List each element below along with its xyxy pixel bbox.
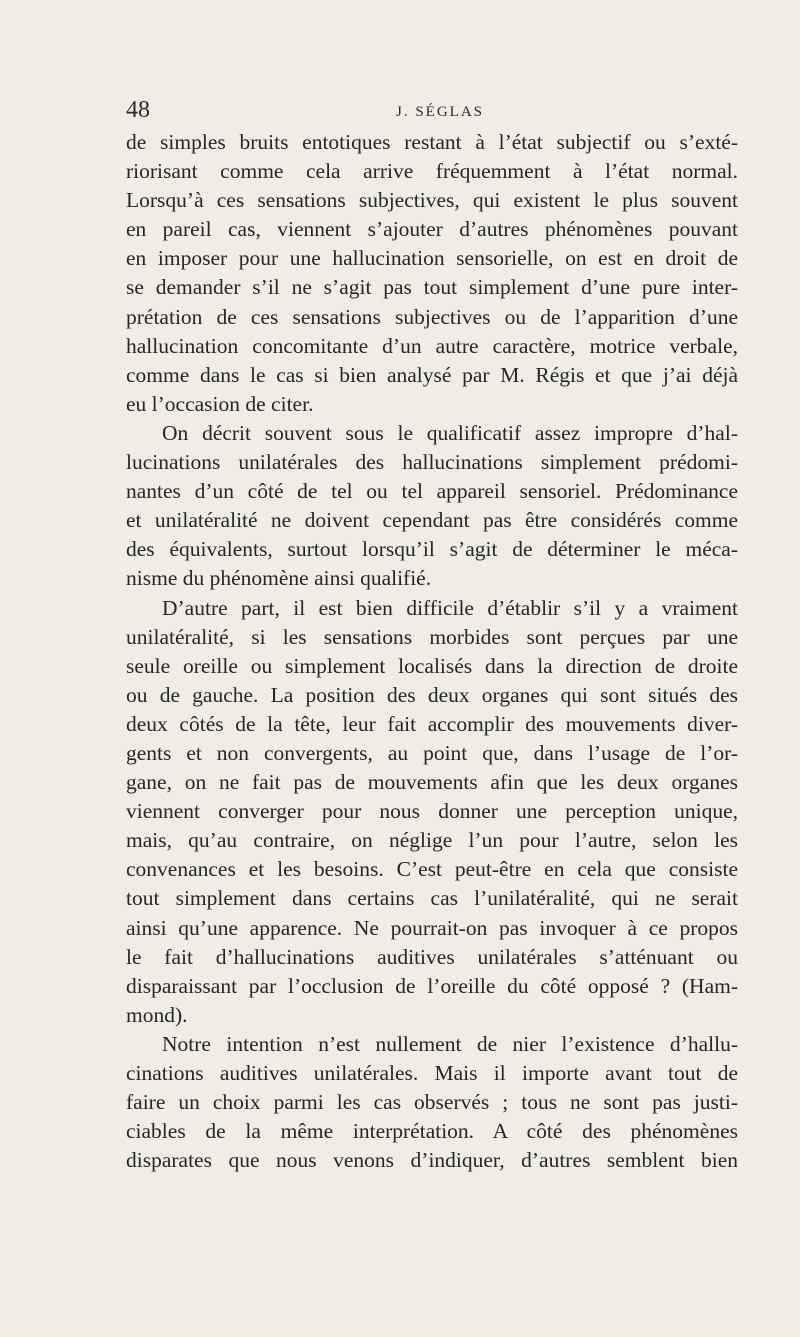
text-line: On décrit souvent sous le qualificatif assez impropre d’hal-: [162, 420, 738, 445]
text-line: des équivalents, surtout lorsqu’il s’agit de déterminer le méca-: [126, 537, 738, 562]
text-line: riorisant comme cela arrive fréquemment à l’état normal.: [126, 159, 738, 184]
text-line: mond).: [126, 1002, 188, 1027]
text-line: unilatéralité, si les sensations morbides sont perçues par une: [126, 624, 738, 649]
text-line: deux côtés de la tête, leur fait accomplir des mouvements diver-: [126, 711, 738, 736]
text-line: disparaissant par l’occlusion de l’oreille du côté opposé ? (Ham-: [126, 973, 738, 998]
text-line: se demander s’il ne s’agit pas tout simplement d’une pure inter-: [126, 275, 738, 300]
text-line: faire un choix parmi les cas observés ; tous ne sont pas justi-: [126, 1090, 738, 1115]
text-line: ainsi qu’une apparence. Ne pourrait-on pas invoquer à ce propos: [126, 915, 738, 940]
text-line: nantes d’un côté de tel ou tel appareil sensoriel. Prédominance: [126, 479, 738, 504]
body-text: [126, 128, 738, 1175]
text-line: tout simplement dans certains cas l’unilatéralité, qui ne serait: [126, 886, 738, 911]
running-head: J. SÉGLAS: [396, 104, 485, 120]
text-line: mais, qu’au contraire, on néglige l’un pour l’autre, selon les: [126, 828, 738, 853]
text-line: le fait d’hallucinations auditives unilatérales s’atténuant ou: [126, 944, 738, 969]
text-line: convenances et les besoins. C’est peut-être en cela que consiste: [126, 857, 738, 882]
text-line: gane, on ne fait pas de mouvements afin que les deux organes: [126, 770, 738, 795]
text-line: gents et non convergents, au point que, dans l’usage de l’or-: [126, 740, 738, 765]
text-line: ciables de la même interprétation. A côté des phénomènes: [126, 1119, 738, 1144]
page-header: [126, 96, 738, 124]
text-line: nisme du phénomène ainsi qualifié.: [126, 566, 432, 591]
text-line: en imposer pour une hallucination sensorielle, on est en droit de: [126, 246, 738, 271]
text-line: de simples bruits entotiques restant à l’état subjectif ou s’exté-: [126, 130, 738, 154]
text-line: eu l’occasion de citer.: [126, 391, 314, 416]
text-line: ou de gauche. La position des deux organes qui sont situés des: [126, 682, 738, 707]
text-line: comme dans le cas si bien analysé par M. Régis et que j’ai déjà: [126, 362, 738, 387]
text-line: cinations auditives unilatérales. Mais il importe avant tout de: [126, 1061, 738, 1085]
text-line: Notre intention n’est nullement de nier l’existence d’hallu-: [162, 1031, 738, 1056]
page-number: 48: [126, 97, 150, 123]
text-line: hallucination concomitante d’un autre caractère, motrice verbale,: [126, 333, 738, 358]
text-line: D’autre part, il est bien difficile d’établir s’il y a vraiment: [162, 595, 738, 620]
text-line: lucinations unilatérales des hallucinations simplement prédomi-: [126, 450, 738, 475]
text-line: viennent converger pour nous donner une perception unique,: [126, 799, 738, 824]
text-line: Lorsqu’à ces sensations subjectives, qui existent le plus souvent: [126, 188, 738, 213]
text-line: en pareil cas, viennent s’ajouter d’autres phénomènes pouvant: [126, 217, 738, 242]
text-line: prétation de ces sensations subjectives ou de l’apparition d’une: [126, 304, 738, 329]
text-line: disparates que nous venons d’indiquer, d’autres semblent bien: [126, 1148, 738, 1173]
text-line: seule oreille ou simplement localisés dans la direction de droite: [126, 653, 738, 678]
text-line: et unilatéralité ne doivent cependant pas être considérés comme: [126, 508, 738, 533]
